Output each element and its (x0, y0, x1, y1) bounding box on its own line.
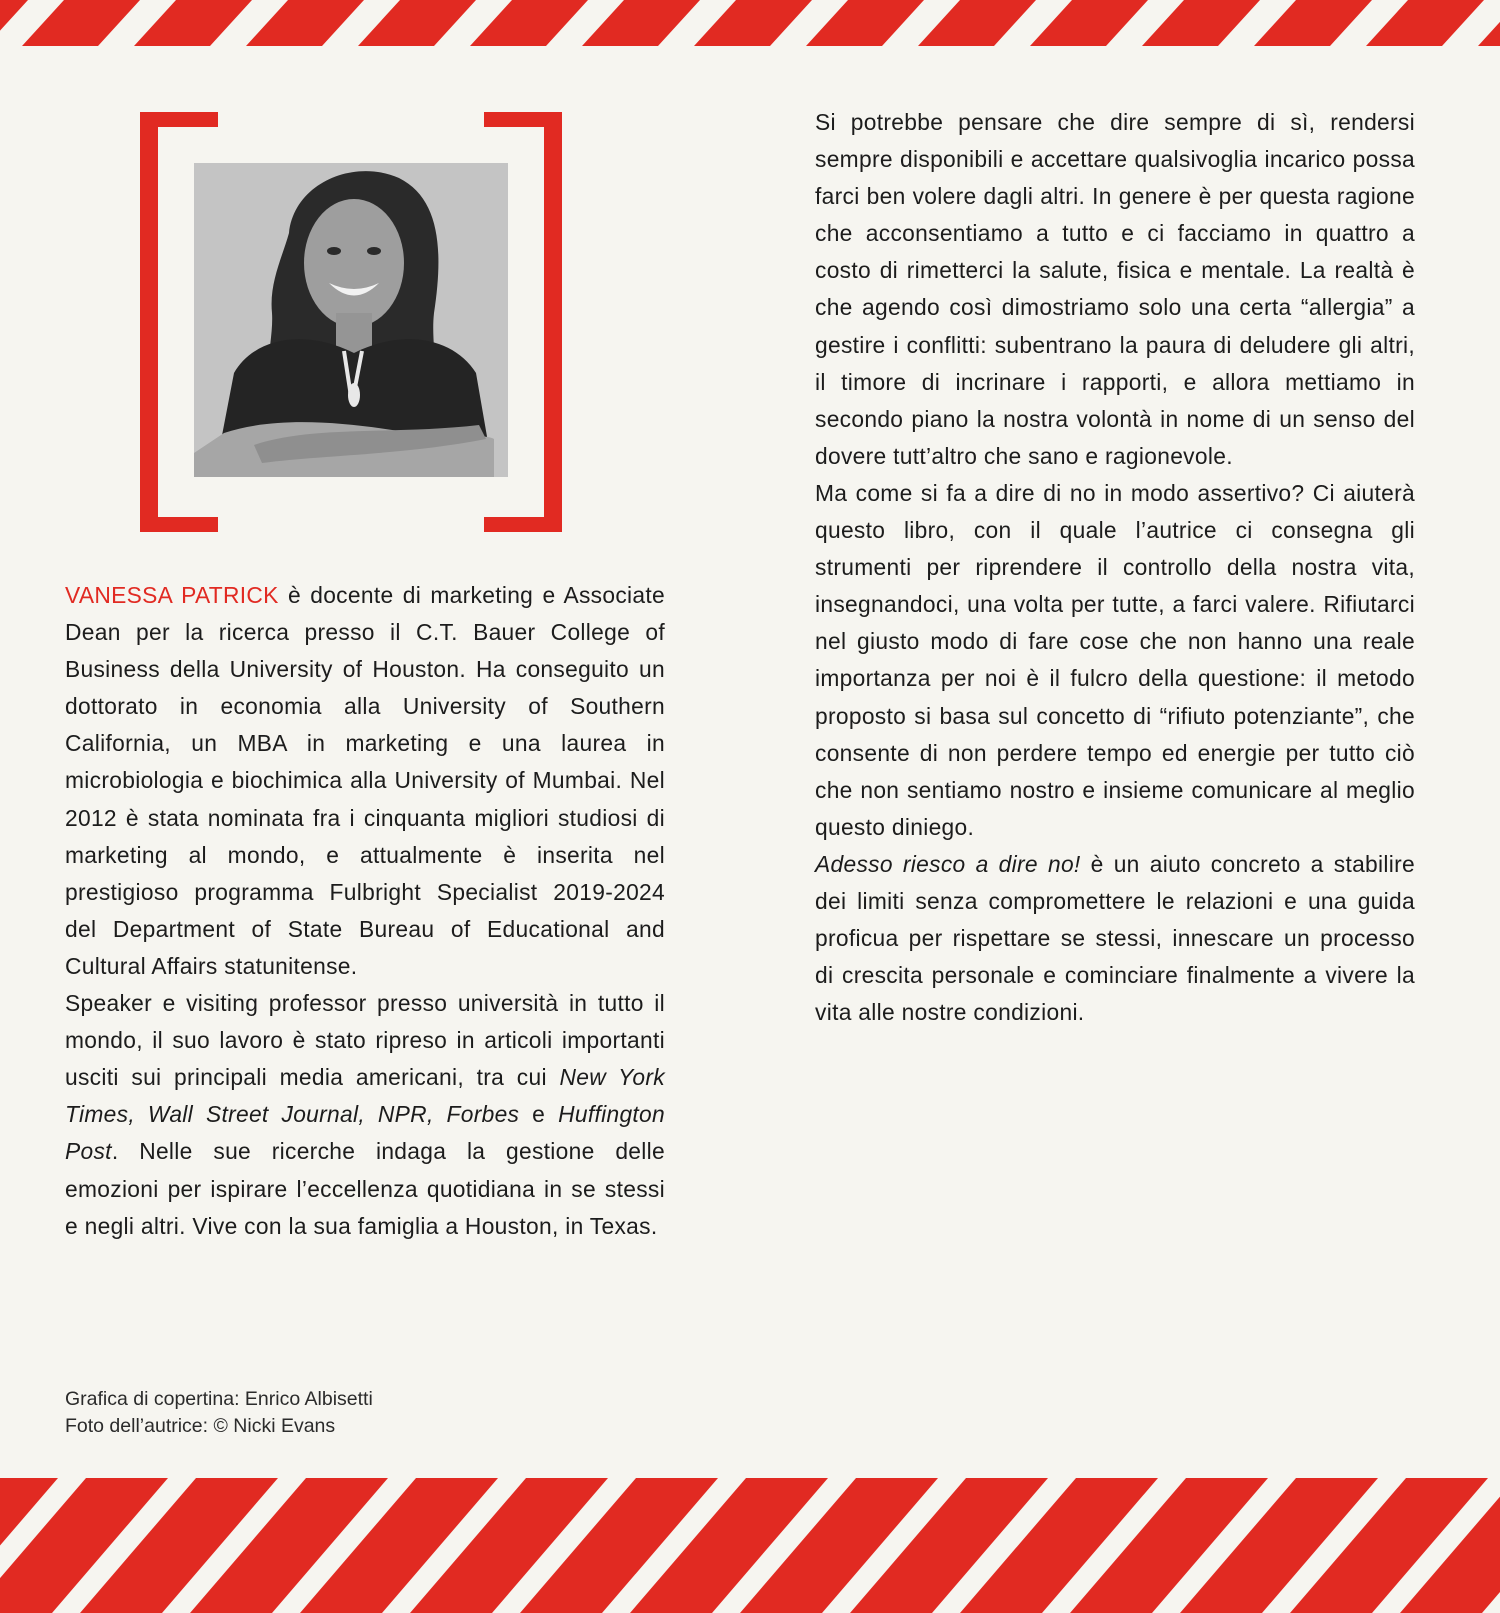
blurb-paragraph-1: Si potrebbe pensare che dire sempre di sì, rendersi sempre disponibili e accettare qualsivoglia incarico possa farci ben volere dagli altri. In genere è per questa ragione che acconsentiamo a tutto e ci facciamo in quattro a costo di rimetterci la salute, fisica e mentale. La realtà è che agendo così dimostriamo solo una certa “allergia” a gestire i conflitti: subentrano la paura di deludere gli altri, il timore di incrinare i rapporti, e allora mettiamo in secondo piano la nostra volontà in nome di un senso del dovere tutt’altro che sano e ragionevole. (815, 109, 1415, 469)
right-bracket-vertical (544, 112, 562, 532)
blurb-paragraph-3 (815, 846, 1415, 1031)
author-portrait-photo-icon (194, 163, 508, 477)
bio-p1-text: è docente di marketing e Associate Dean per la ricerca presso il C.T. Bauer College of Business della University of Houston. Ha conseguito un dottorato in economia alla University of Southern California, un MBA in marketing e una laurea in microbiologia e biochimica alla University of Mumbai. Nel 2012 è stata nominata fra i cinquanta migliori studiosi di marketing al mondo, e attualmente è inserita nel prestigioso programma Fulbright Specialist 2019-2024 del Department of State Bureau of Educational and Cultural Affairs statunitense. (65, 582, 665, 979)
author-portrait (140, 112, 562, 532)
blurb-p3-text: è un aiuto concreto a stabilire dei limiti senza compromettere le relazioni e una guida proficua per rispettare se stessi, innescare un processo di crescita personale e cominciare finalmente a vivere la vita alle nostre condizioni. (815, 850, 1415, 1026)
bio-p2-start: Speaker e visiting professor presso università in tutto il mondo, il suo lavoro è stato ripreso in articoli importanti usciti sui principali media americani, tra cui (65, 990, 665, 1091)
bio-p2-media: New York Times, Wall Street Journal, NPR, Forbes (65, 1064, 665, 1128)
bio-p2-media2: Huffington Post (65, 1101, 666, 1165)
bio-p2-end: . Nelle sue ricerche indaga la gestione delle emozioni per ispirare l’eccellenza quotidiana in se stessi e negli altri. Vive con la sua famiglia a Houston, in Texas. (65, 1138, 665, 1239)
book-title: Adesso riesco a dire no! (815, 850, 1081, 877)
author-photo-credit: Foto dell’autrice: © Nicki Evans (65, 1415, 336, 1437)
right-bracket-top (484, 112, 562, 127)
bio-paragraph-2 (65, 985, 665, 1245)
author-name: VANESSA PATRICK (65, 582, 279, 608)
left-bracket-top (140, 112, 218, 127)
cover-design-credit: Grafica di copertina: Enrico Albisetti (65, 1388, 373, 1410)
author-bio (65, 577, 665, 1245)
blurb-paragraph-2: Ma come si fa a dire di no in modo assertivo? Ci aiuterà questo libro, con il quale l’autrice ci consegna gli strumenti per riprendere il controllo della nostra vita, insegnandoci, una volta per tutte, a farci valere. Rifiutarci nel giusto modo di fare cose che non hanno una reale importanza per noi è il fulcro della questione: il metodo proposto si basa sul concetto di “rifiuto potenziante”, che consente di non perdere tempo ed energie per tutto ciò che non sentiamo nostro e insieme comunicare al meglio questo diniego. (815, 479, 1415, 840)
book-blurb (815, 104, 1415, 1031)
left-bracket-bottom (140, 517, 218, 532)
right-bracket-bottom (484, 517, 562, 532)
top-stripe-border (0, 0, 1500, 46)
credits (65, 1386, 373, 1440)
bio-p2-and: e (519, 1101, 559, 1128)
author-photo (194, 163, 508, 477)
bottom-stripe-border (0, 1478, 1500, 1613)
left-bracket-vertical (140, 112, 158, 532)
bio-paragraph-1 (65, 577, 665, 985)
